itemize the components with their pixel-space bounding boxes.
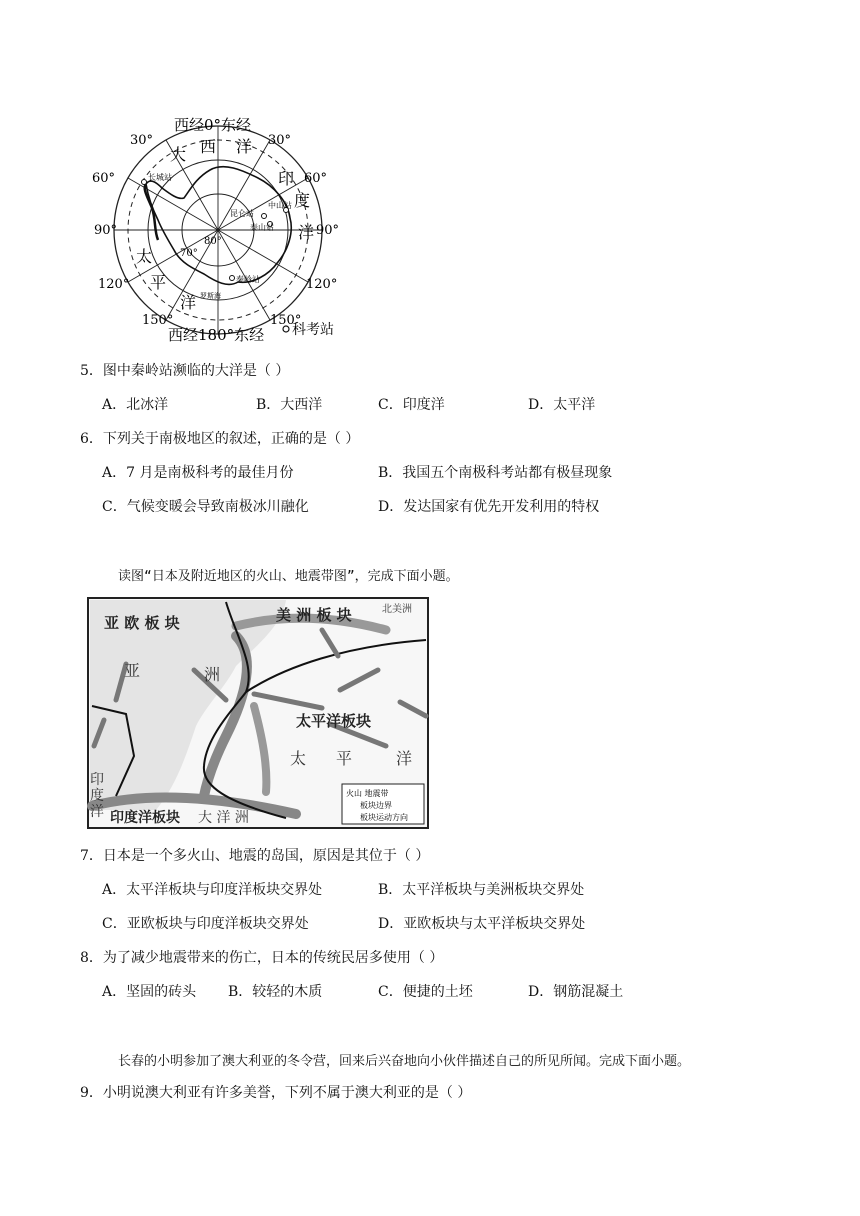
svg-text:平: 平 [150, 273, 167, 292]
svg-text:亚: 亚 [124, 661, 141, 680]
svg-text:60°: 60° [92, 171, 116, 186]
svg-text:度: 度 [294, 191, 311, 210]
svg-text:西: 西 [200, 137, 217, 156]
svg-text:70°: 70° [180, 248, 198, 259]
q6-option-d[interactable]: D．发达国家有优先开发利用的特权 [378, 499, 600, 515]
q7-option-d[interactable]: D．亚欧板块与太平洋板块交界处 [378, 916, 586, 932]
svg-text:秦岭站: 秦岭站 [236, 275, 260, 284]
q5-option-b[interactable]: B．大西洋 [256, 397, 323, 413]
svg-text:洋: 洋 [90, 804, 104, 820]
svg-text:太: 太 [290, 749, 307, 768]
svg-text:太: 太 [136, 247, 153, 266]
svg-text:大: 大 [170, 145, 187, 164]
svg-text:60°: 60° [304, 171, 328, 186]
q6-option-a[interactable]: A．7 月是南极科考的最佳月份 [102, 465, 294, 481]
svg-text:30°: 30° [268, 133, 292, 148]
station-marker-changcheng [142, 180, 147, 185]
station-marker-kunlun [262, 214, 267, 219]
svg-text:板块边界: 板块边界 [360, 801, 392, 810]
svg-text:洲: 洲 [204, 665, 221, 684]
japan-plates-map [86, 596, 432, 832]
svg-text:150°: 150° [270, 313, 302, 328]
svg-text:120°: 120° [306, 277, 338, 292]
svg-text:板块运动方向: 板块运动方向 [360, 813, 408, 822]
svg-text:罗斯海: 罗斯海 [200, 292, 221, 300]
svg-text:150°: 150° [142, 313, 174, 328]
q8-stem: 8．为了减少地震带来的伤亡，日本的传统民居多使用（ ） [80, 950, 444, 966]
q8-option-c[interactable]: C．便捷的土坯 [378, 984, 473, 1000]
svg-text:洋: 洋 [236, 137, 253, 156]
q7-option-b[interactable]: B．太平洋板块与美洲板块交界处 [378, 882, 585, 898]
antarctica-map [92, 112, 372, 344]
svg-text:大 洋 洲: 大 洋 洲 [198, 810, 249, 826]
svg-text:洋: 洋 [298, 223, 315, 242]
svg-text:美 洲 板 块: 美 洲 板 块 [276, 606, 352, 624]
legend-label: 科考站 [292, 322, 334, 338]
svg-text:泰山站: 泰山站 [250, 223, 274, 232]
svg-text:火山 地震带: 火山 地震带 [346, 789, 389, 798]
svg-text:昆仑站: 昆仑站 [230, 209, 254, 218]
svg-text:洋: 洋 [180, 293, 197, 312]
q7-stem: 7．日本是一个多火山、地震的岛国，原因是其位于（ ） [80, 848, 430, 864]
q8-option-b[interactable]: B．较轻的木质 [228, 984, 323, 1000]
svg-text:90°: 90° [94, 223, 118, 238]
q9-stem: 9．小明说澳大利亚有许多美誉，下列不属于澳大利亚的是（ ） [80, 1085, 472, 1101]
q6-stem: 6．下列关于南极地区的叙述，正确的是（ ） [80, 431, 360, 447]
svg-text:90°: 90° [316, 223, 340, 238]
svg-text:长城站: 长城站 [148, 173, 172, 182]
q8-option-a[interactable]: A．坚固的砖头 [102, 984, 197, 1000]
svg-text:中山站: 中山站 [268, 201, 292, 210]
svg-text:亚 欧 板 块: 亚 欧 板 块 [104, 614, 180, 632]
svg-text:印: 印 [90, 772, 104, 788]
antarctic-peninsula [145, 184, 158, 240]
q7-option-c[interactable]: C．亚欧板块与印度洋板块交界处 [102, 916, 309, 932]
bottom-label: 西经180°东经 [168, 326, 265, 344]
svg-text:北美洲: 北美洲 [382, 604, 412, 615]
q8-option-d[interactable]: D．钢筋混凝土 [528, 984, 624, 1000]
svg-text:洋: 洋 [396, 749, 413, 768]
svg-text:平: 平 [336, 749, 353, 768]
q6-option-c[interactable]: C．气候变暖会导致南极冰川融化 [102, 499, 309, 515]
q5-option-d[interactable]: D．太平洋 [528, 397, 596, 413]
svg-text:80°: 80° [204, 236, 222, 247]
svg-text:印: 印 [278, 169, 295, 188]
q6-option-b[interactable]: B．我国五个南极科考站都有极昼现象 [378, 465, 613, 481]
svg-text:太平洋板块: 太平洋板块 [296, 712, 372, 730]
intro-japan: 读图“日本及附近地区的火山、地震带图”，完成下面小题。 [118, 569, 459, 584]
svg-text:印度洋板块: 印度洋板块 [110, 810, 180, 826]
q5-stem: 5．图中秦岭站濒临的大洋是（ ） [80, 363, 290, 379]
intro-australia: 长春的小明参加了澳大利亚的冬令营，回来后兴奋地向小伙伴描述自己的所见所闻。完成下面小题。 [118, 1054, 691, 1069]
q5-option-a[interactable]: A．北冰洋 [102, 397, 169, 413]
q7-option-a[interactable]: A．太平洋板块与印度洋板块交界处 [102, 882, 323, 898]
station-marker-qinling [230, 276, 235, 281]
svg-text:120°: 120° [98, 277, 130, 292]
svg-text:30°: 30° [130, 133, 154, 148]
top-label: 西经0°东经 [174, 116, 252, 134]
q5-option-c[interactable]: C．印度洋 [378, 397, 445, 413]
svg-text:度: 度 [90, 788, 104, 804]
